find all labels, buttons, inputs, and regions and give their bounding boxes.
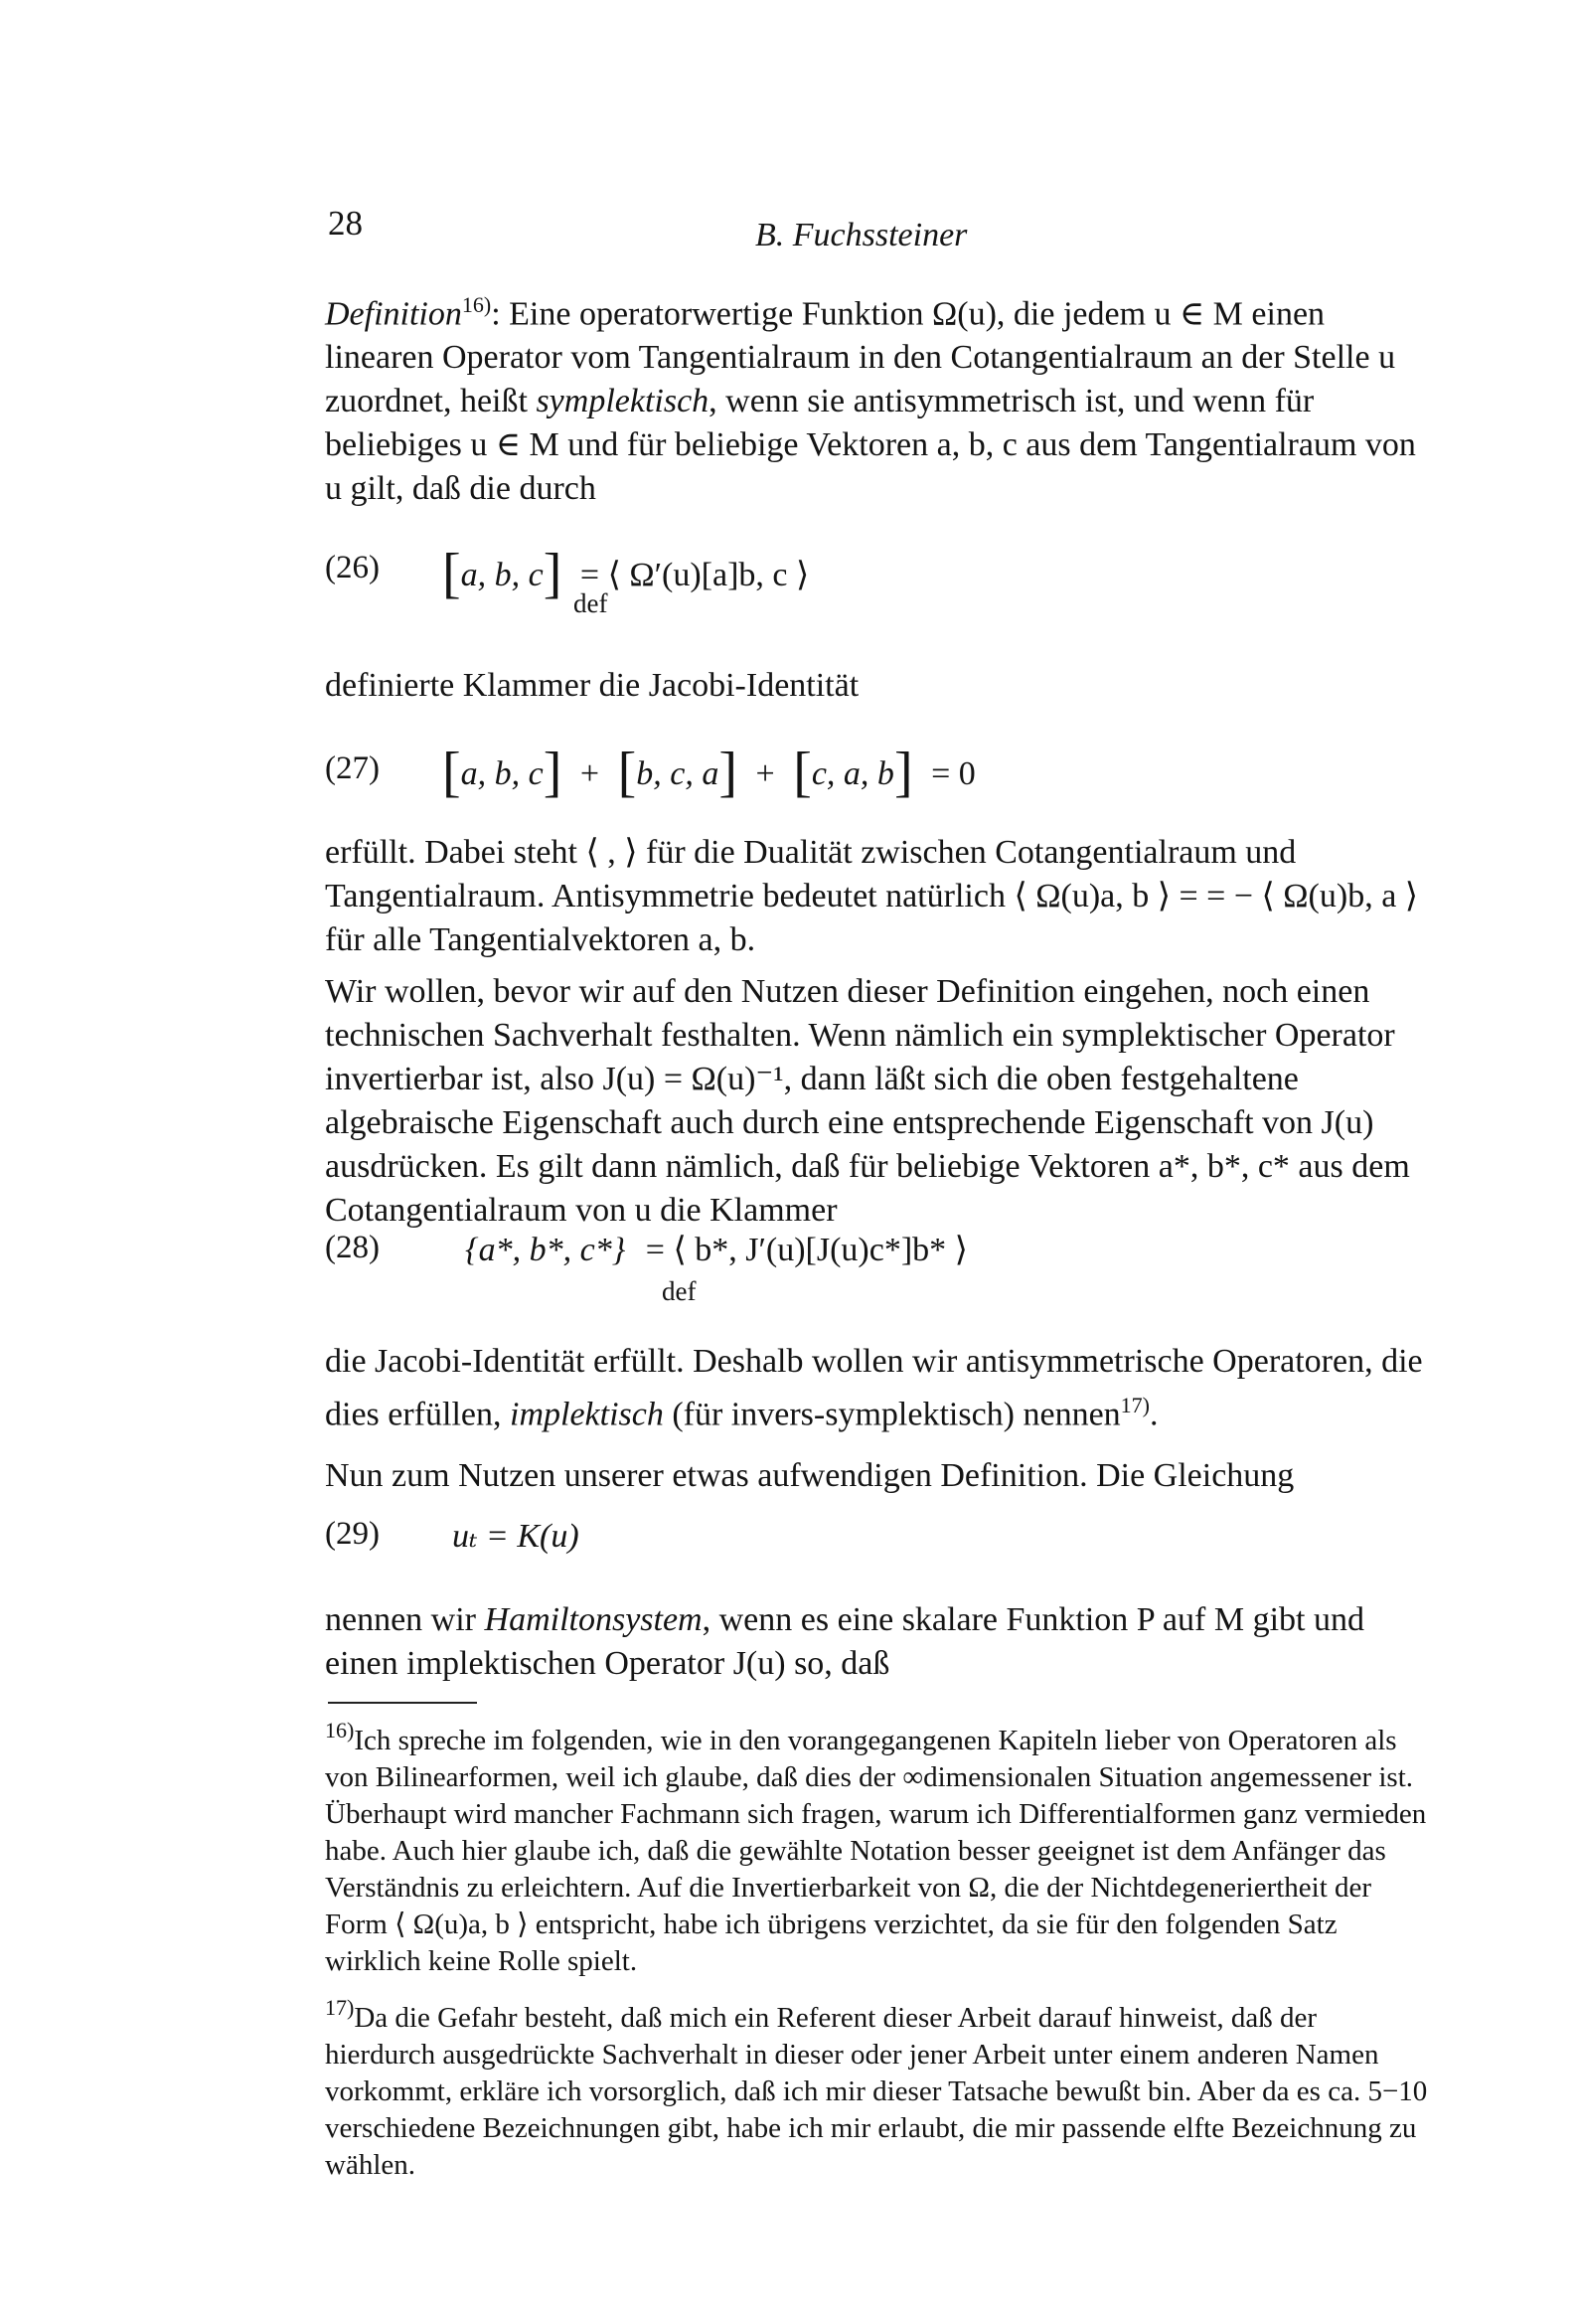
implektisch-paragraph	[325, 1340, 1433, 1436]
footnote-16-text: Ich spreche im folgenden, wie in den vorangegangenen Kapiteln lieber von Operatoren als von Bilinearformen, weil ich glaube, daß dies der ∞dimensionalen Situation angemessener ist. Überhaupt wird mancher Fachmann sich fragen, warum ich Differentialformen ganz vermieden habe. Auch hier glaube ich, daß die gewählte Notation besser geeignet ist dem Anfänger das Verständnis zu erleichtern. Auf die Invertierbarkeit von Ω, die der Nichtdegeneriertheit der Form ⟨ Ω(u)a, b ⟩ entspricht, habe ich übrigens verzichtet, da sie für den folgenden Satz wirklich keine Rolle spielt.	[325, 1725, 1427, 1977]
eq27-bracket-1-close: ]	[543, 742, 562, 803]
impl-text-b: (für invers-symplektisch) nennen	[663, 1396, 1121, 1433]
eq28-rhs: = ⟨ b*, J′(u)[J(u)c*]b* ⟩	[645, 1232, 968, 1268]
eq29-body: uₜ = K(u)	[452, 1518, 579, 1555]
eq28-lhs: {a*, b*, c*}	[465, 1232, 626, 1268]
eq26-open-bracket: [	[442, 543, 461, 604]
eq27-bracket-3-open: [	[793, 742, 812, 803]
duality-paragraph: erfüllt. Dabei steht ⟨ , ⟩ für die Dualität zwischen Cotangentialraum und Tangentialraum. Antisymmetrie bedeutet natürlich ⟨ Ω(u)a, b ⟩ = = − ⟨ Ω(u)b, a ⟩ für alle Tangentialvektoren a, b.	[325, 834, 1419, 958]
footnote-16-mark: 16)	[325, 1718, 355, 1743]
eq26-rhs: = ⟨ Ω′(u)[a]b, c ⟩	[579, 557, 810, 593]
eq27-term-3: c, a, b	[811, 755, 894, 792]
definition-paragraph	[325, 283, 1433, 511]
footnote-17-text: Da die Gefahr besteht, daß mich ein Referent dieser Arbeit darauf hinweist, daß der hierdurch ausgedrückte Sachverhalt in dieser oder jener Arbeit unter einem anderen Namen vorkommt, erkläre ich vorsorglich, daß ich mir dieser Tatsache bewußt bin. Aber da es ca. 5−10 verschiedene Bezeichnungen gibt, habe ich mir erlaubt, die mir passende elfte Bezeichnung zu wählen.	[325, 2002, 1428, 2181]
eq27-term-1: a, b, c	[460, 755, 544, 792]
definition-lead: Definition	[325, 295, 462, 333]
impl-text-a: die Jacobi-Identität erfüllt. Deshalb wollen wir antisymmetrische Operatoren, die dies erfüllen,	[325, 1343, 1423, 1433]
eq26-def: def	[573, 588, 608, 618]
eq27-plus-1: +	[579, 755, 600, 792]
footnote-17	[325, 1989, 1433, 2184]
ham-text-a: nennen wir	[325, 1601, 485, 1638]
footnote-ref-16: 16)	[461, 292, 492, 317]
eq29-number: (29)	[325, 1516, 380, 1552]
nun-paragraph: Nun zum Nutzen unserer etwas aufwendigen Definition. Die Gleichung	[325, 1457, 1295, 1494]
eq28-body	[465, 1230, 968, 1269]
hamilton-paragraph	[325, 1598, 1433, 1686]
footnote-17-mark: 17)	[325, 1995, 355, 2020]
eq26-lhs: a, b, c	[460, 557, 544, 593]
inversion-paragraph: Wir wollen, bevor wir auf den Nutzen dieser Definition eingehen, noch einen technischen Sachverhalt festhalten. Wenn nämlich ein symplektischer Operator invertierbar ist, also J(u) = Ω(u)⁻¹, dann läßt sich die oben festgehaltene algebraische Eigenschaft auch durch eine entsprechende Eigenschaft von J(u) ausdrücken. Es gilt dann nämlich, daß für beliebige Vektoren a*, b*, c* aus dem Cotangentialraum von u die Klammer	[325, 973, 1410, 1229]
eq27-body	[442, 741, 976, 804]
definition-text-a: : Eine operatorwertige Funktion Ω(u), die jedem u ∈ M einen linearen Operator vom Tangentialraum in den Cotangentialraum an der Stelle u zuordnet, heißt	[325, 295, 1396, 420]
eq28-number: (28)	[325, 1230, 380, 1265]
eq26-body	[442, 542, 809, 605]
eq27-term-2: b, c, a	[636, 755, 719, 792]
impl-text-c: .	[1150, 1396, 1159, 1433]
eq26-number: (26)	[325, 550, 380, 585]
definition-text-b: , wenn sie antisymmetrisch ist, und wenn für beliebiges u ∈ M und für beliebige Vektoren a, b, c aus dem Tangentialraum von u gilt, daß die durch	[325, 383, 1416, 508]
eq27-bracket-2-open: [	[617, 742, 637, 803]
term-implektisch: implektisch	[510, 1396, 664, 1433]
term-symplektisch: symplektisch	[536, 383, 710, 420]
footnote-rule	[328, 1702, 477, 1704]
eq26-close-bracket: ]	[543, 543, 562, 604]
page-number: 28	[328, 204, 363, 243]
footnote-ref-17: 17)	[1120, 1393, 1150, 1417]
eq27-number: (27)	[325, 750, 380, 786]
eq27-bracket-1-open: [	[442, 742, 461, 803]
term-hamiltonsystem: Hamiltonsystem	[484, 1601, 703, 1638]
eq28-def: def	[662, 1276, 697, 1306]
eq27-bracket-2-close: ]	[718, 742, 737, 803]
running-head: B. Fuchssteiner	[755, 217, 968, 253]
ham-text-b: , wenn es eine skalare Funktion P auf M gibt und einen implektischen Operator J(u) so, daß	[325, 1601, 1364, 1682]
eq27-bracket-3-close: ]	[893, 742, 913, 803]
eq27-rhs: = 0	[931, 755, 976, 792]
footnote-16	[325, 1712, 1433, 1980]
eq27-plus-2: +	[755, 755, 775, 792]
jacobi-paragraph: definierte Klammer die Jacobi-Identität	[325, 667, 860, 704]
